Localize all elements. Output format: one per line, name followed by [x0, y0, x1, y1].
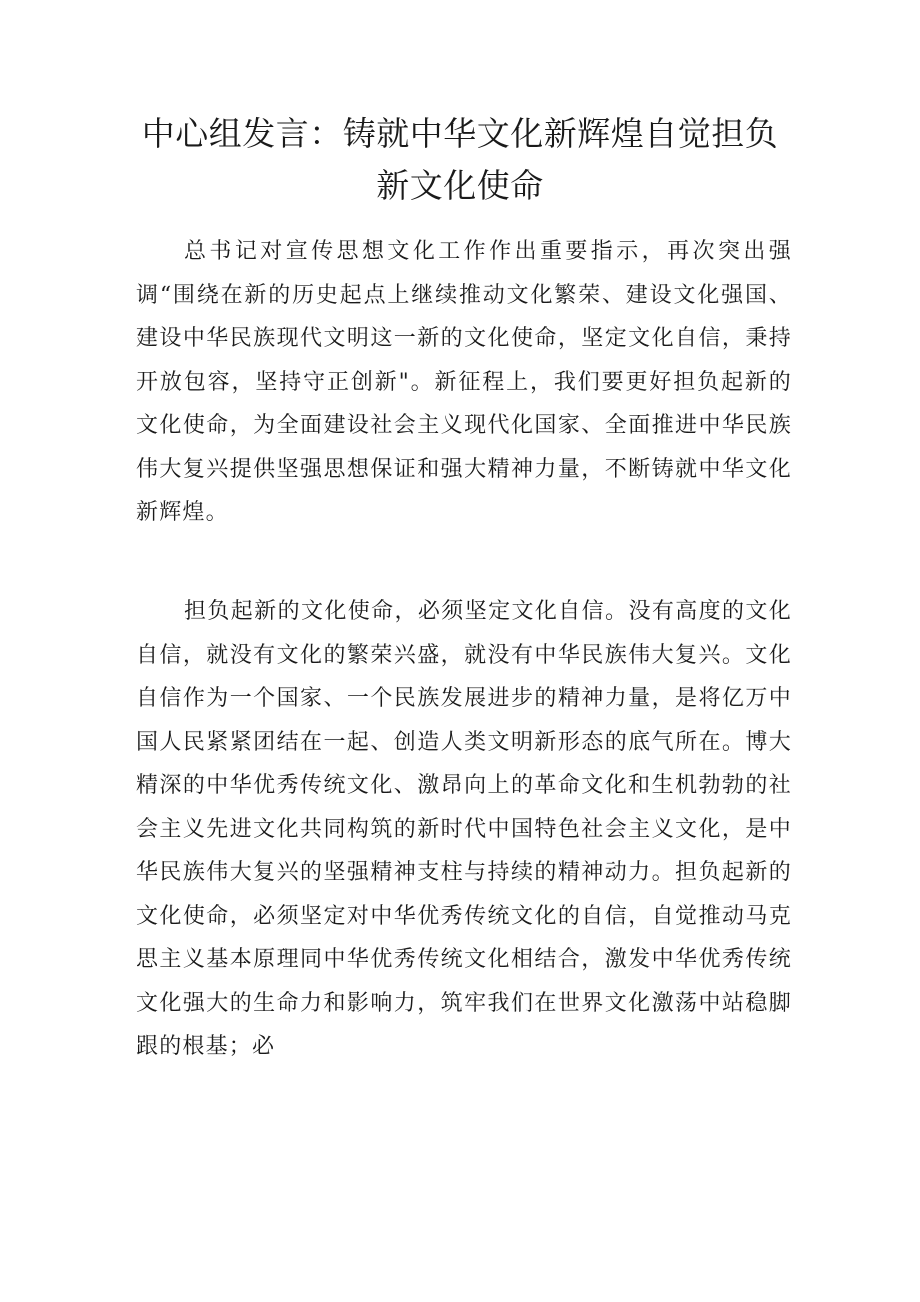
document-title: 中心组发言：铸就中华文化新辉煌自觉担负新文化使命 [141, 114, 779, 205]
paragraph-2: 担负起新的文化使命，必须坚定文化自信。没有高度的文化自信，就没有文化的繁荣兴盛，就没有中华民族伟大复兴。文化自信作为一个国家、一个民族发展进步的精神力量，是将亿万中国人民紧紧团结在一起、创造人类文明新形态的底气所在。博大精深的中华优秀传统文化、激昂向上的革命文化和生机勃勃的社会主义先进文化共同构筑的新时代中国特色社会主义文化，是中华民族伟大复兴的坚强精神支柱与持续的精神动力。担负起新的文化使命，必须坚定对中华优秀传统文化的自信，自觉推动马克思主义基本原理同中华优秀传统文化相结合，激发中华优秀传统文化强大的生命力和影响力，筑牢我们在世界文化激荡中站稳脚跟的根基；必 [136, 599, 792, 1059]
paragraph-1: 总书记对宣传思想文化工作作出重要指示，再次突出强调“围绕在新的历史起点上继续推动文化繁荣、建设文化强国、建设中华民族现代文明这一新的文化使命，坚定文化自信，秉持开放包容，坚持守正创新"。新征程上，我们要更好担负起新的文化使命，为全面建设社会主义现代化国家、全面推进中华民族伟大复兴提供坚强思想保证和强大精神力量，不断铸就中华文化新辉煌。 [136, 239, 792, 525]
